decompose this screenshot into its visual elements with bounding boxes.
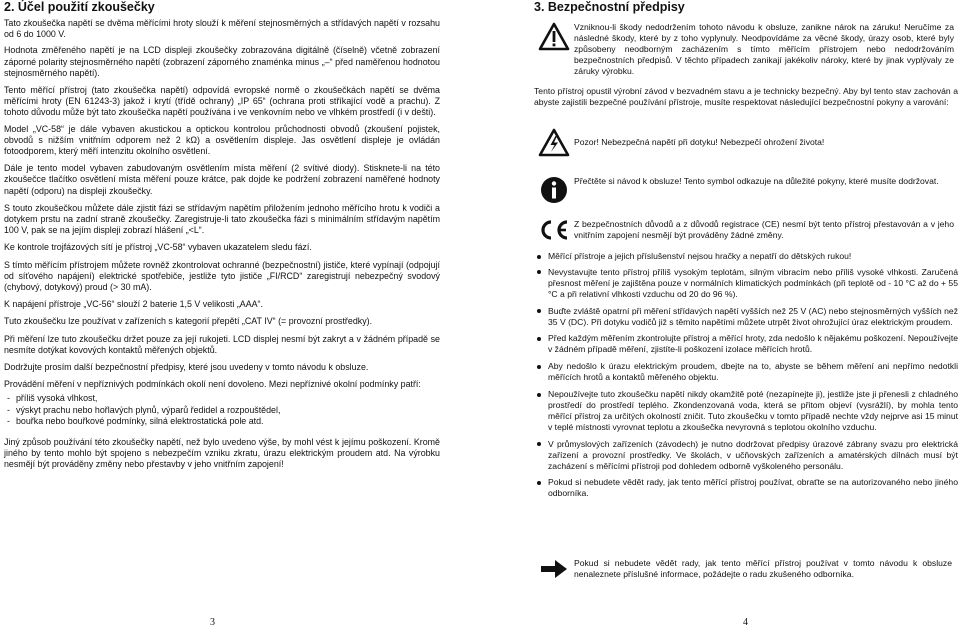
list-item: V průmyslových zařízeních (závodech) je nutno dodržovat předpisy úrazové zábrany svazu pro elektrická zařízení a provozní prostředky. Ve školách, v učňovských zařízeních a amatérských dílnách musí být zacházení s měřícími přístroji pod dohledem odborně vyškoleného personálu.: [534, 439, 958, 472]
warning-triangle-icon: [534, 22, 574, 77]
voltage-warning-text: Pozor! Nebezpečná napětí při dotyku! Nebezpečí ohrožení života!: [574, 137, 825, 147]
list-item: Nepoužívejte tuto zkoušečku napětí nikdy okamžitě poté (nezapínejte ji), jestliže jste ji přenesli z chladného prostředí do prostředí teplého. Zkondenzovaná voda, která se přitom objeví (vysrážlí), by mohla tento měřící přístroj za určitých okolností zničit. Tuto zkoušečku v tomto případě nechte vždy nejprve asi 15 minut v teplé místnosti vyrovnat teplotu a zkoušečka nevyrovná s teplotou okolního vzduchu.: [534, 389, 958, 433]
paragraph: Při měření lze tuto zkoušečku držet pouze za její rukojeti. LCD displej nesmí být zakryt a v žádném případě se nesmíte dotýkat kovových kontaktů měřených objektů.: [4, 333, 440, 355]
list-item: - výskyt prachu nebo hořlavých plynů, výparů ředidel a rozpouštědel,: [4, 405, 440, 416]
list-item: Měřící přístroje a jejich příslušenství nejsou hračky a nepatří do dětských rukou!: [534, 251, 958, 262]
section-heading-safety: 3. Bezpečnostní předpisy: [534, 0, 685, 14]
paragraph: Tuto zkoušečku lze používat v zařízeních s kategorií přepětí „CAT IV“ (= provozní prostředky).: [4, 316, 373, 327]
high-voltage-icon: [534, 128, 574, 157]
arrow-note-text: Pokud si nebudete vědět rady, jak tento měřící přístroj používat v tomto návodu k obsluze nenaleznete příslušné informace, požádejte o radu zkušeného odborníka.: [574, 558, 952, 579]
voltage-warning: [534, 128, 958, 157]
list-item: Pokud si nebudete vědět rady, jak tento měřící přístroj používat, obraťte se na autorizovaného nebo jiného odborníka.: [534, 477, 958, 499]
paragraph: Ke kontrole trojfázových sítí je přístroj „VC-58“ vybaven ukazatelem sledu fází.: [4, 242, 312, 253]
paragraph: S touto zkoušečkou můžete dále zjistit fázi se střídavým napětím přiložením jednoho měřícího hrotu k vodiči a dotykem prstu na zadní straně zkoušečky. Zaregistruje-li tato zkoušečka fázi s minimálním střídavým napětím 100 V, pak se na jejím displeji zobrazí hlášení „<L“.: [4, 202, 440, 236]
list-item: Buďte zvláště opatrní při měření střídavých napětí vyšších než 25 V (AC) nebo stejnosměrných vyšších než 35 V (DC). Při dotyku vodičů již s těmito napětími můžete utrpět život ohrožující úraz elektrickým proudem.: [534, 306, 958, 328]
list-item: - bouřka nebo bouřkové podmínky, silná elektrostatická pole atd.: [4, 416, 440, 427]
paragraph: K napájení přístroje „VC-56“ slouží 2 baterie 1,5 V velikosti „AAA“.: [4, 299, 263, 310]
list-item: Nevystavujte tento přístroj příliš vysokým teplotám, silným vibracím nebo příliš vysoké vlhkosti. Zaručená přesnost měření je zajištěna pouze v normálních klimatických podmínkách (při teplotě od - 10 °C až do + 55 °C a při relativní vlhkosti vzduchu od 20 do 96 %).: [534, 267, 958, 300]
warning-text: Vzniknou-li škody nedodržením tohoto návodu k obsluze, zanikne nárok na záruku! Neručíme za následné škody, které by z toho vyplynuly. Neodpovídáme za věcné škody, úrazy osob, které byly způsobeny neodborným zacházením s tímto měřícím přístrojem nebo nedodržováním bezpečnostních předpisů. V těchto případech zanikají jakékoliv nároky, které by jinak vyplývaly ze záruky výrobku.: [574, 22, 954, 76]
page-number: 4: [743, 617, 748, 628]
info-note: [534, 176, 958, 204]
paragraph: Dále je tento model vybaven zabudovaným osvětlením místa měření (2 svítivé diody). Stisknete-li na této zkoušečce tlačítko osvětlení místa měření pouze krátce, pak dojde ke podržení zobrazení naměřené hodnoty napětí (odporu) na displeji zkoušečky.: [4, 163, 440, 196]
paragraph: Tato zkoušečka napětí se dvěma měřícími hroty slouží k měření stejnosměrných a střídavých napětí v rozsahu od 6 do 1000 V.: [4, 18, 440, 40]
ce-note-text: Z bezpečnostních důvodů a z důvodů registrace (CE) nesmí být tento přístroj přestavován a v jeho vnitřním zapojení nesmějí být prováděny žádné změny.: [574, 219, 954, 240]
info-circle-icon: [534, 176, 574, 204]
paragraph: Tento přístroj opustil výrobní závod v bezvadném stavu a je technicky bezpečný. Aby byl tento stav zachován a abyste zajistili bezpečné používání přístroje, musíte respektovat následující bezpečnostní pokyny a varování:: [534, 86, 958, 107]
paragraph: Tento měřící přístroj (tato zkoušečka napětí) odpovídá evropské normě o zkoušečkách napětí se dvěma měřícími hroty (EN 61243-3) jakož i krytí (třídě ochrany) „IP 65“ (ochrana proti stříkající vodě a prachu). Z tohoto důvodu může být tato zkoušečka napětí používána i ve venkovním nebo ve vlhkém prostředí (i v dešti).: [4, 85, 440, 118]
paragraph: Hodnota změřeného napětí je na LCD displeji zkoušečky zobrazována digitálně (číselně) včetně zobrazení záporné polarity stejnosměrného napětí (zobrazení záporného znaménka minus „–“ před naměřenou hodnotou stejnosměrného napětí).: [4, 45, 440, 78]
list-item: Před každým měřením zkontrolujte přístroj a měřící hroty, zda nedošlo k nějakému poškození. Nepoužívejte v žádném případě měření, zjistíte-li poškození izolace měřících hrotů.: [534, 333, 958, 355]
conditions-list: [4, 393, 440, 427]
warning-notice: [534, 22, 958, 77]
left-page: [4, 0, 440, 470]
ce-mark-icon: [534, 219, 574, 241]
arrow-right-icon: [534, 558, 574, 580]
arrow-note: [534, 558, 958, 580]
paragraph: Dodržujte prosím další bezpečnostní předpisy, které jsou uvedeny v tomto návodu k obsluze.: [4, 362, 369, 373]
paragraph: Jiný způsob používání této zkoušečky napětí, než bylo uvedeno výše, by mohl vést k jejímu poškození. Kromě jiného by tento mohlo být spojeno s nebezpečím vzniku zkratu, úrazu elektrickým proudem atd. Na výrobku nesmějí být prováděny změny nebo přestavby v jeho vnitřním zapojení!: [4, 436, 440, 470]
safety-bullet-list: [534, 251, 958, 499]
paragraph: Provádění měření v nepříznivých podmínkách okolí není dovoleno. Mezi nepříznivé okolní podmínky patří:: [4, 379, 421, 390]
ce-note: [534, 219, 958, 241]
paragraph: Model „VC-58“ je dále vybaven akustickou a optickou kontrolou průchodnosti obvodů (zkoušení pojistek, obvodů s nižším vnitřním odporem než 2 kΩ) a osvětlením displeje. Jas osvětlení displeje je ovládán fotoodporem, který měří intenzitu okolního osvětlení.: [4, 123, 440, 157]
list-item: Aby nedošlo k úrazu elektrickým proudem, dbejte na to, abyste se během měření ani nepřímo nedotkli měřících hrotů a kontaktů měřeného objektu.: [534, 361, 958, 383]
list-item: - příliš vysoká vlhkost,: [4, 393, 440, 404]
section-heading-purpose: 2. Účel použití zkoušečky: [4, 0, 155, 14]
info-note-text: Přečtěte si návod k obsluze! Tento symbol odkazuje na důležité pokyny, které musíte dodržovat.: [574, 176, 939, 186]
paragraph: S tímto měřícím přístrojem můžete rovněž zkontrolovat ochranné (bezpečnostní) jističe, které vypínají (odpojují od síťového napájení) elektrické spotřebiče, jestliže tyto jističe „FI/RCD“ zaregistrují nebezpečný svodový (chybový, dotykový) proud (> 30 mA).: [4, 259, 440, 293]
right-page: [534, 0, 958, 612]
page-number: 3: [210, 617, 215, 628]
